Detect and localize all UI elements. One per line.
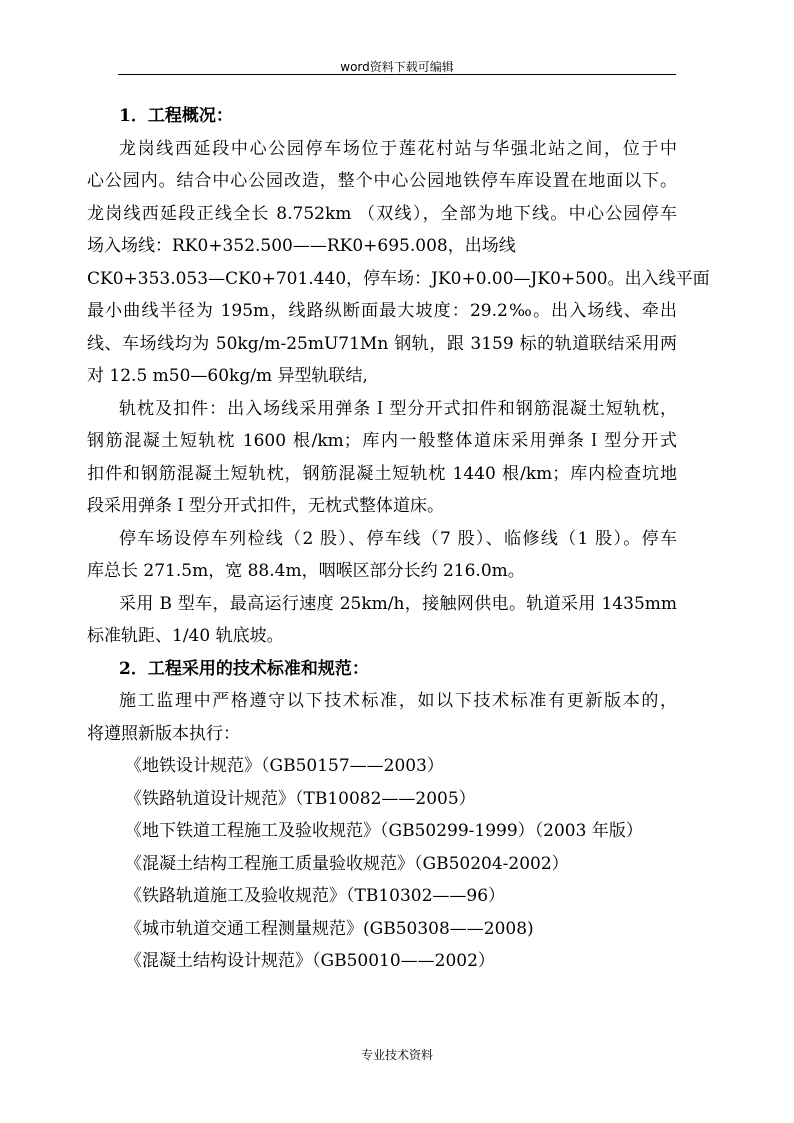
paragraph-line: 最小曲线半径为 195m，线路纵断面最大坡度：29.2‰。出入场线、牵出 (87, 301, 677, 321)
paragraph-line: 对 12.5 m50—60kg/m 异型轨联结, (87, 366, 368, 386)
paragraph-line: 采用 B 型车，最高运行速度 25km/h，接触网供电。轨道采用 1435mm (119, 593, 677, 614)
paragraph-line: 段采用弹条Ｉ型分开式扣件，无枕式整体道床。 (87, 496, 444, 516)
paragraph-line: 龙岗线西延段正线全长 8.752km （双线），全部为地下线。中心公园停车 (87, 203, 677, 224)
paragraph-line: 场入场线：RK0+352.500——RK0+695.008，出场线 (87, 236, 516, 256)
paragraph-line: 钢筋混凝土短轨枕 1600 根/km；库内一般整体道床采用弹条Ｉ型分开式 (87, 431, 677, 451)
paragraph-line: 施工监理中严格遵守以下技术标准，如以下技术标准有更新版本的， (119, 691, 677, 711)
section-1-heading: 1．工程概况： (119, 106, 233, 126)
standard-item: 《铁路轨道施工及验收规范》（TB10302——96） (125, 886, 506, 906)
paragraph-line: 心公园内。结合中心公园改造，整个中心公园地铁停车库设置在地面以下。 (87, 171, 677, 191)
paragraph-line: CK0+353.053—CK0+701.440，停车场：JK0+0.00—JK0+500。出入线平面 (87, 268, 710, 289)
document-body (87, 100, 710, 978)
standard-item: 《地下铁道工程施工及验收规范》（GB50299-1999）（2003 年版） (125, 821, 643, 841)
page-header: word资料下载可编辑 (340, 60, 454, 74)
standard-item: 《混凝土结构设计规范》（GB50010——2002） (125, 951, 495, 971)
standard-item: 《城市轨道交通工程测量规范》(GB50308——2008) (125, 918, 534, 939)
header-divider (118, 74, 676, 75)
paragraph-line: 停车场设停车列检线（2 股）、停车线（7 股）、临修线（1 股）。停车 (119, 528, 677, 549)
paragraph-line: 扣件和钢筋混凝土短轨枕，钢筋混凝土短轨枕 1440 根/km；库内检查坑地 (87, 463, 677, 484)
page-footer: 专业技术资料 (360, 1048, 433, 1062)
paragraph-line: 将遵照新版本执行： (87, 723, 240, 744)
section-2-heading: 2．工程采用的技术标准和规范： (119, 658, 369, 679)
standard-item: 《混凝土结构工程施工质量验收规范》（GB50204-2002） (125, 853, 569, 874)
paragraph-line: 线、车场线均为 50kg/m-25mU71Mn 钢轨，跟 3159 标的轨道联结采用两 (87, 333, 677, 354)
paragraph-line: 龙岗线西延段中心公园停车场位于莲花村站与华强北站之间，位于中 (119, 138, 677, 159)
standard-item: 《铁路轨道设计规范》（TB10082——2005） (125, 788, 476, 809)
paragraph-line: 库总长 271.5m，宽 88.4m，咽喉区部分长约 216.0m。 (87, 561, 525, 581)
paragraph-line: 标准轨距、1/40 轨底坡。 (87, 626, 284, 646)
standard-item: 《地铁设计规范》（GB50157——2003） (125, 756, 444, 776)
paragraph-line: 轨枕及扣件：出入场线采用弹条Ｉ型分开式扣件和钢筋混凝土短轨枕， (119, 398, 677, 419)
